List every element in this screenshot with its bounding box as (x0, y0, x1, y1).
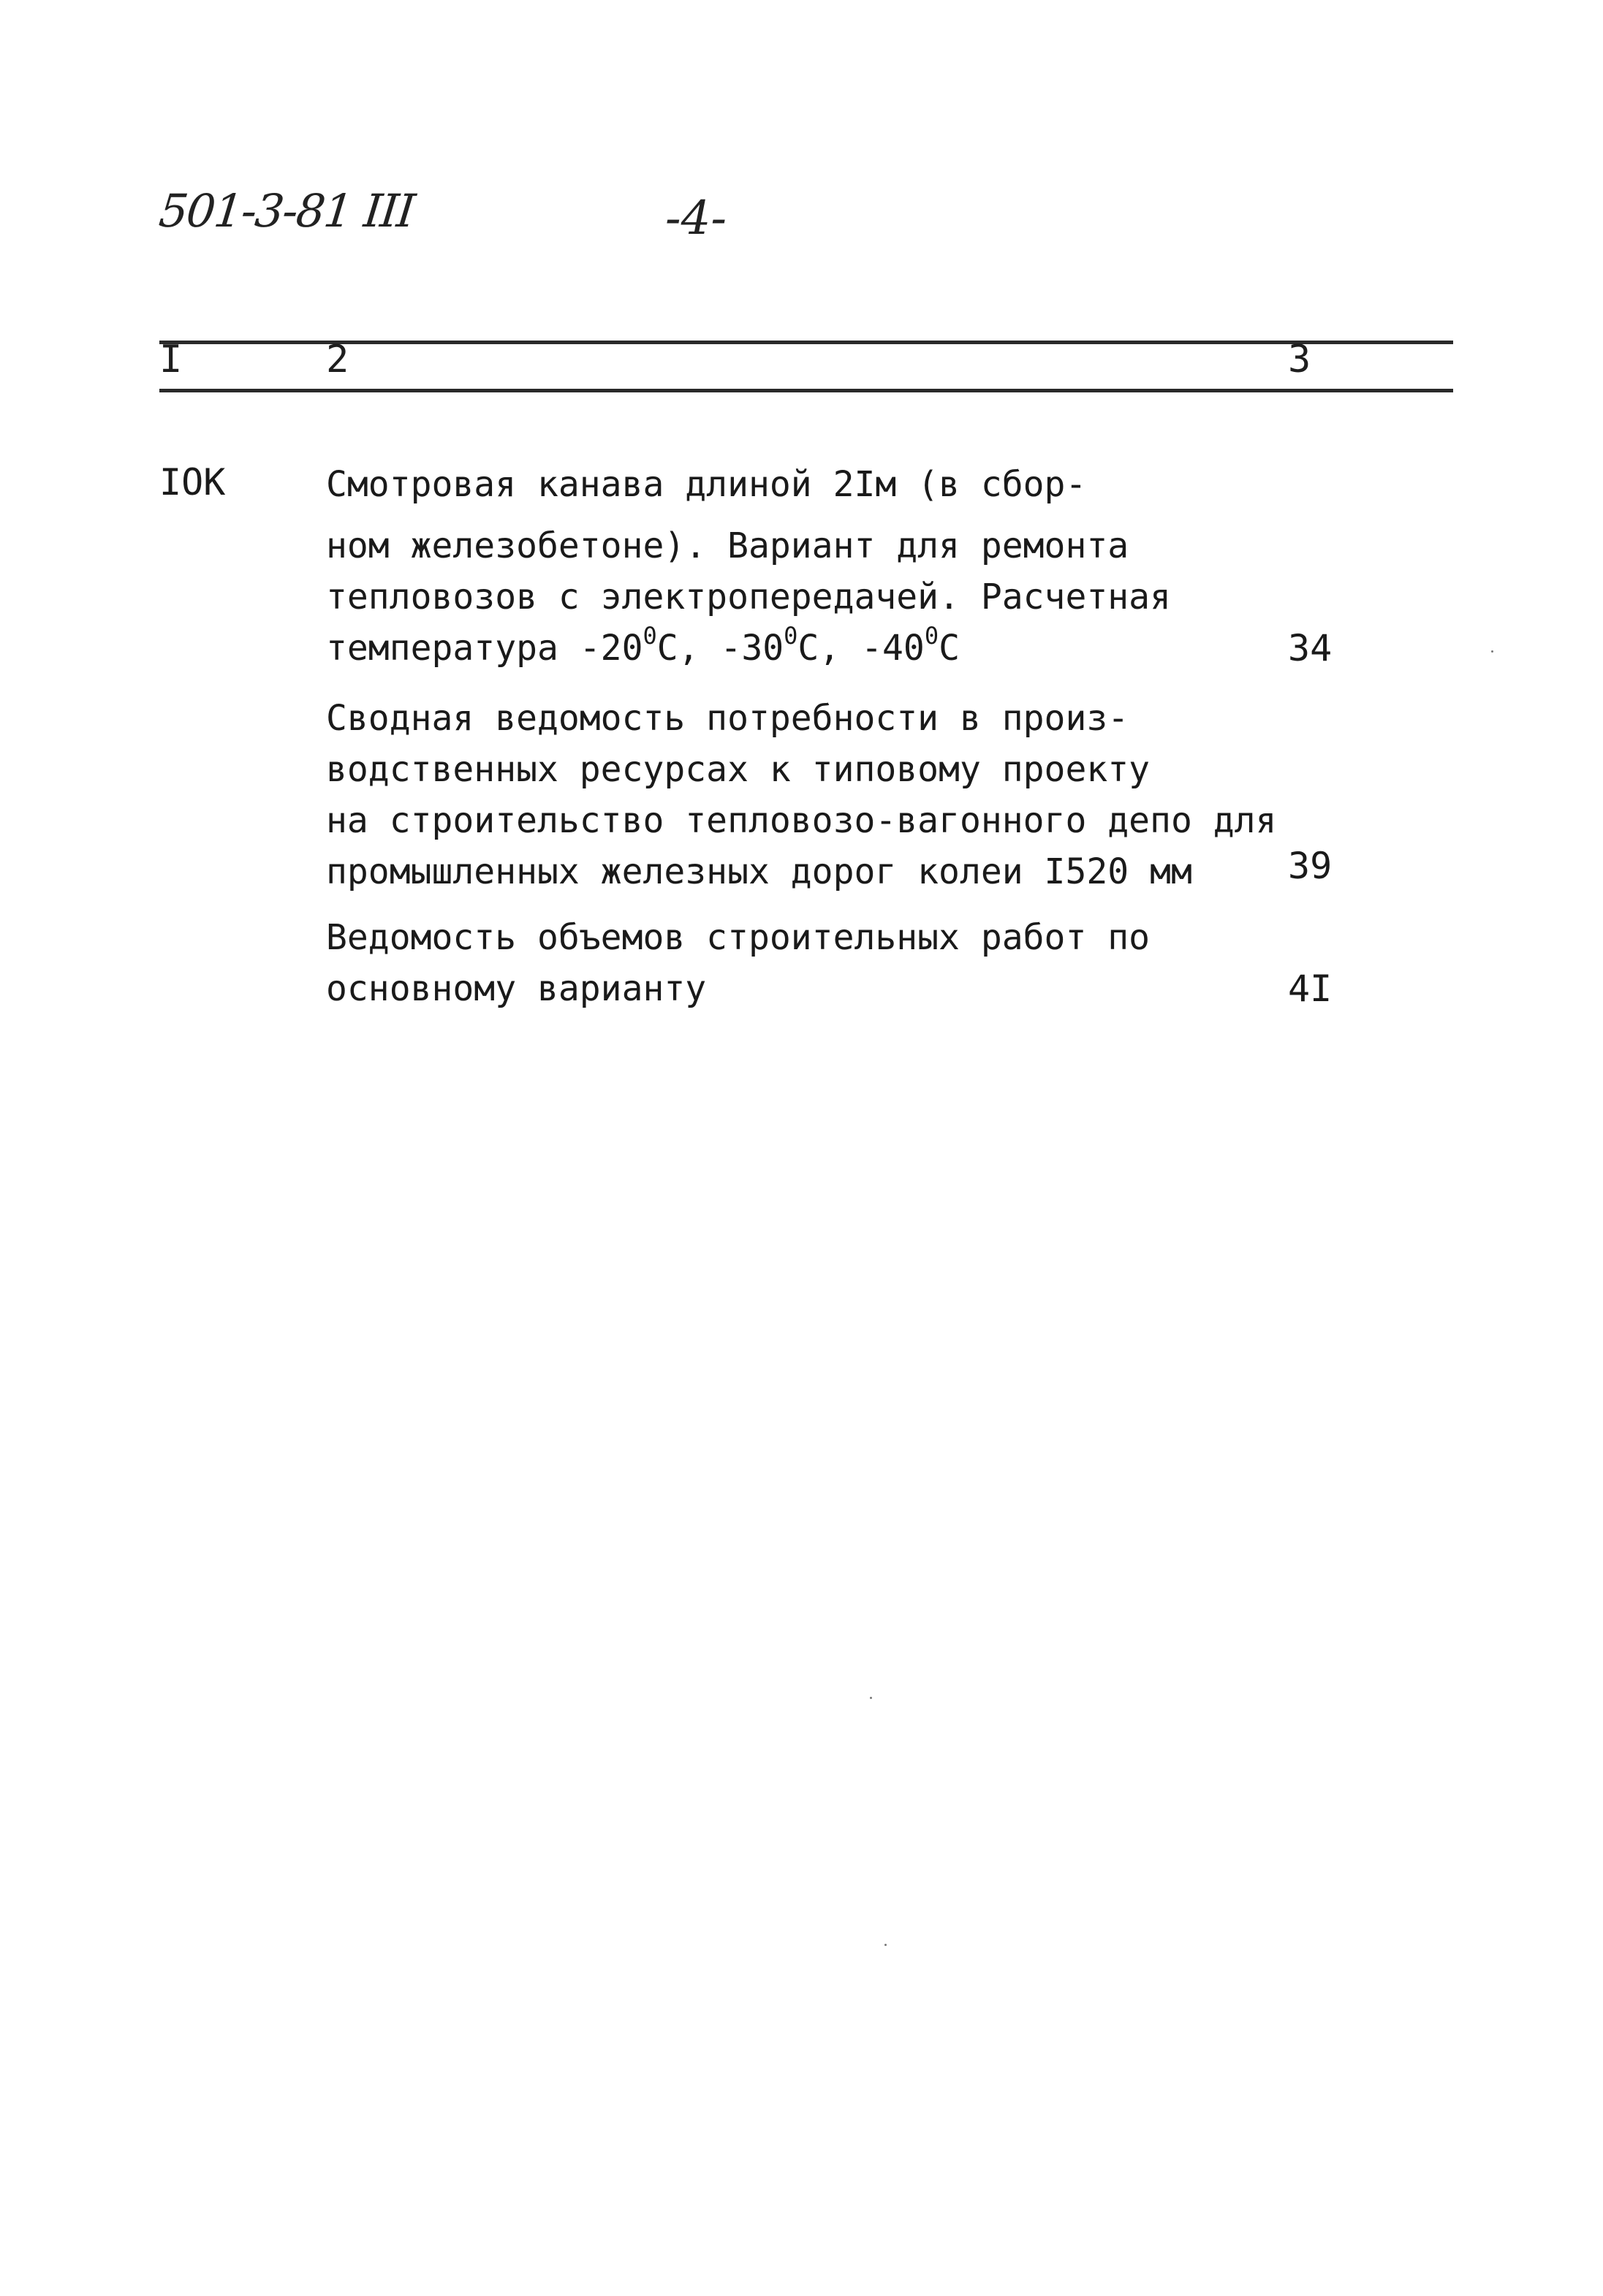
entry-text-line: Сводная ведомость потребности в произ- (326, 698, 1129, 739)
temperature-value-1: -20 (579, 628, 643, 669)
entry-text-line: ном железобетоне). Вариант для ремонта (326, 525, 1129, 566)
temperature-unit: C (797, 628, 819, 669)
temperature-value-3: -40 (861, 628, 925, 669)
entry-page-ref: 4I (1288, 968, 1333, 1010)
scan-speck (884, 1944, 887, 1946)
page-number: -4- (665, 191, 727, 246)
entry-page-ref: 39 (1288, 845, 1333, 887)
scan-speck (1491, 650, 1493, 653)
entry-page-ref: 34 (1288, 627, 1333, 669)
entry-text-line: промышленных железных дорог колеи I520 мм (326, 851, 1192, 892)
entry-text-line: Смотровая канава длиной 2Iм (в сбор- (326, 464, 1087, 505)
degree-mark: 0 (643, 622, 657, 650)
degree-mark: 0 (924, 622, 939, 650)
entry-text-line: водственных ресурсах к типовому проекту (326, 749, 1151, 790)
entry-code: IOK (159, 461, 226, 503)
separator: , (678, 628, 721, 669)
entry-text-line: Ведомость объемов строительных работ по (326, 917, 1151, 958)
column-header-2: 2 (326, 338, 349, 381)
degree-mark: 0 (784, 622, 798, 650)
entry-text-line: тепловозов с электропередачей. Расчетная (326, 577, 1171, 617)
entry-text-line: основному варианту (326, 968, 707, 1009)
scan-speck (870, 1697, 872, 1699)
temperature-unit: C (939, 628, 960, 669)
table-rule-top (159, 341, 1453, 344)
table-rule-bottom (159, 389, 1453, 392)
temperature-value-2: -30 (720, 628, 784, 669)
document-code: 501-3-81 III (156, 184, 417, 237)
temperature-unit: C (656, 628, 678, 669)
column-header-1: I (159, 338, 183, 381)
separator: , (819, 628, 862, 669)
column-header-3: 3 (1288, 338, 1311, 381)
temperature-label: температура (326, 628, 580, 669)
entry-text-line: на строительство тепловозо-вагонного депо для (326, 800, 1277, 841)
entry-temperature-line (326, 623, 960, 674)
